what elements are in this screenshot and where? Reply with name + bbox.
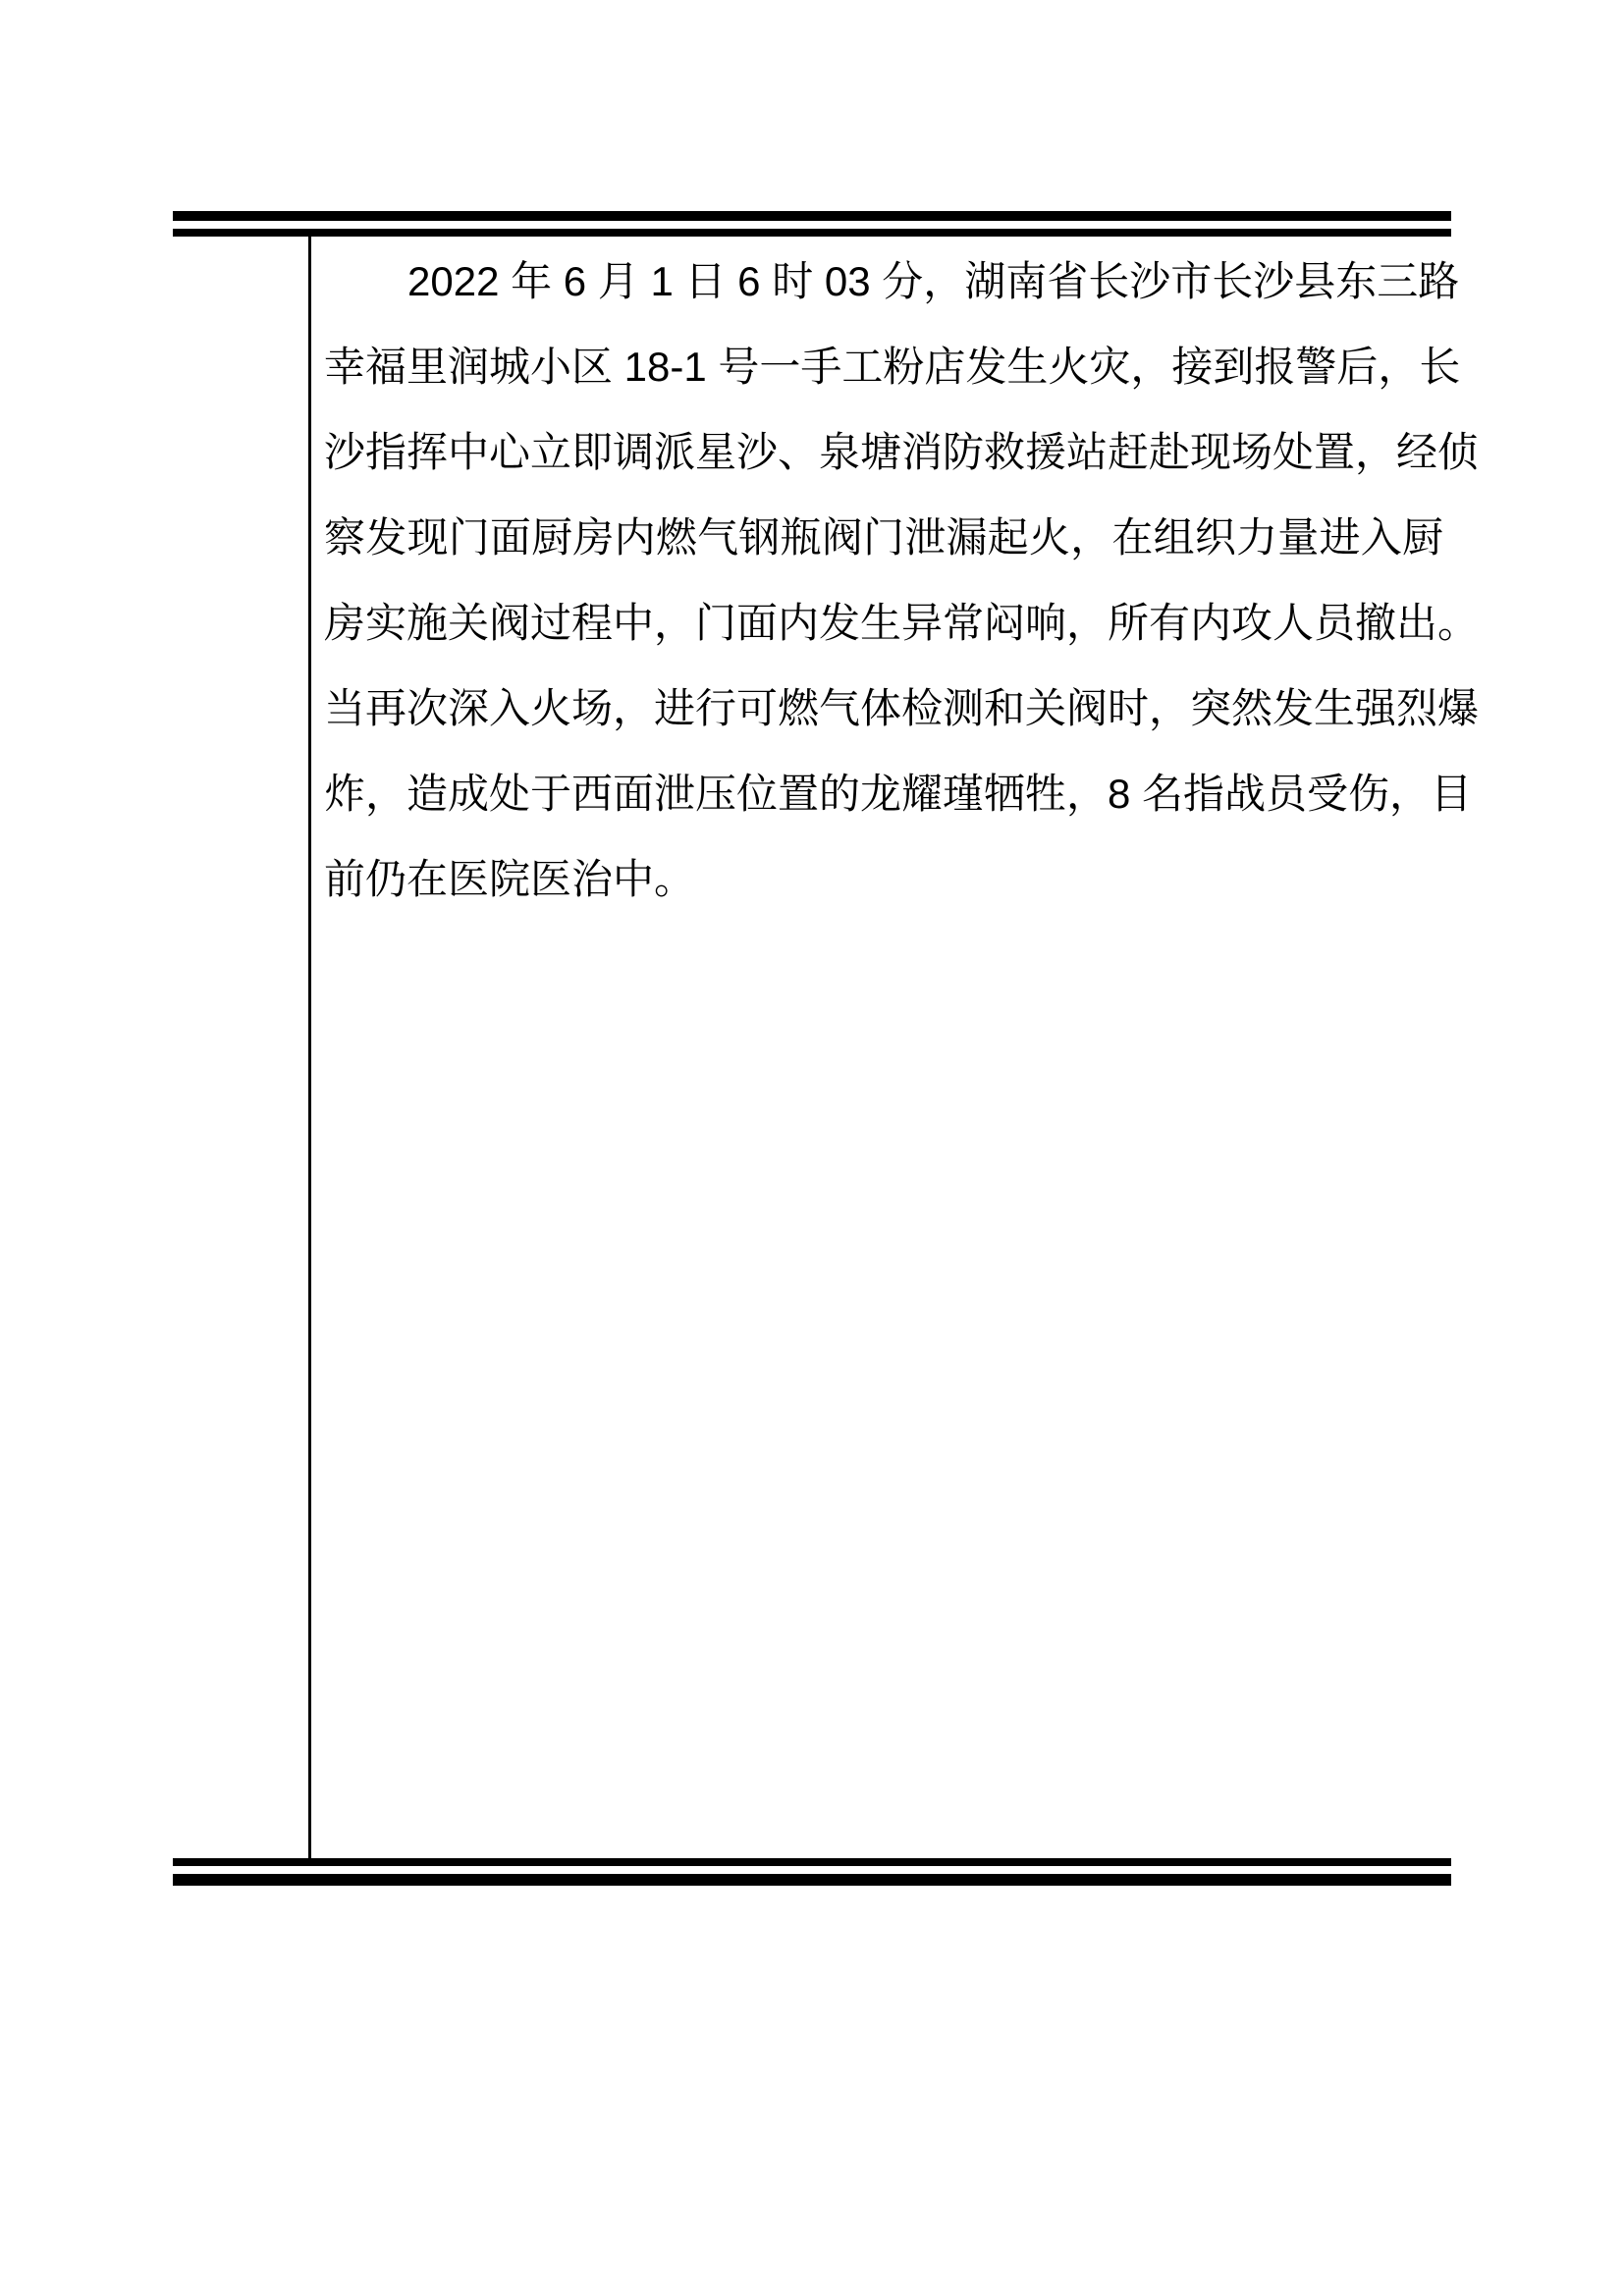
paragraph-line-8: 前仍在医院医治中。 xyxy=(324,856,696,902)
bottom-border-thick-line xyxy=(173,1874,1451,1886)
paragraph-line-7: 炸，造成处于西面泄压位置的龙耀瑾牺牲，8 名指战员受伤，目 xyxy=(324,771,1473,817)
incident-report-paragraph xyxy=(324,239,1480,922)
paragraph-line-2: 幸福里润城小区 18-1 号一手工粉店发生火灾，接到报警后，长 xyxy=(324,344,1461,390)
paragraph-line-3: 沙指挥中心立即调派星沙、泉塘消防救援站赶赴现场处置，经侦 xyxy=(324,429,1480,475)
paragraph-line-6: 当再次深入火场，进行可燃气体检测和关阀时，突然发生强烈爆 xyxy=(324,685,1480,731)
left-column-divider-line xyxy=(308,237,311,1858)
top-border-thick-line xyxy=(173,211,1451,221)
paragraph-line-1: 2022 年 6 月 1 日 6 时 03 分，湖南省长沙市长沙县东三路 xyxy=(407,258,1460,304)
paragraph-line-5: 房实施关阀过程中，门面内发生异常闷响，所有内攻人员撤出。 xyxy=(324,600,1480,646)
bottom-border-thin-line xyxy=(173,1858,1451,1866)
paragraph-line-4: 察发现门面厨房内燃气钢瓶阀门泄漏起火，在组织力量进入厨 xyxy=(324,514,1443,561)
top-border-thin-line xyxy=(173,229,1451,237)
